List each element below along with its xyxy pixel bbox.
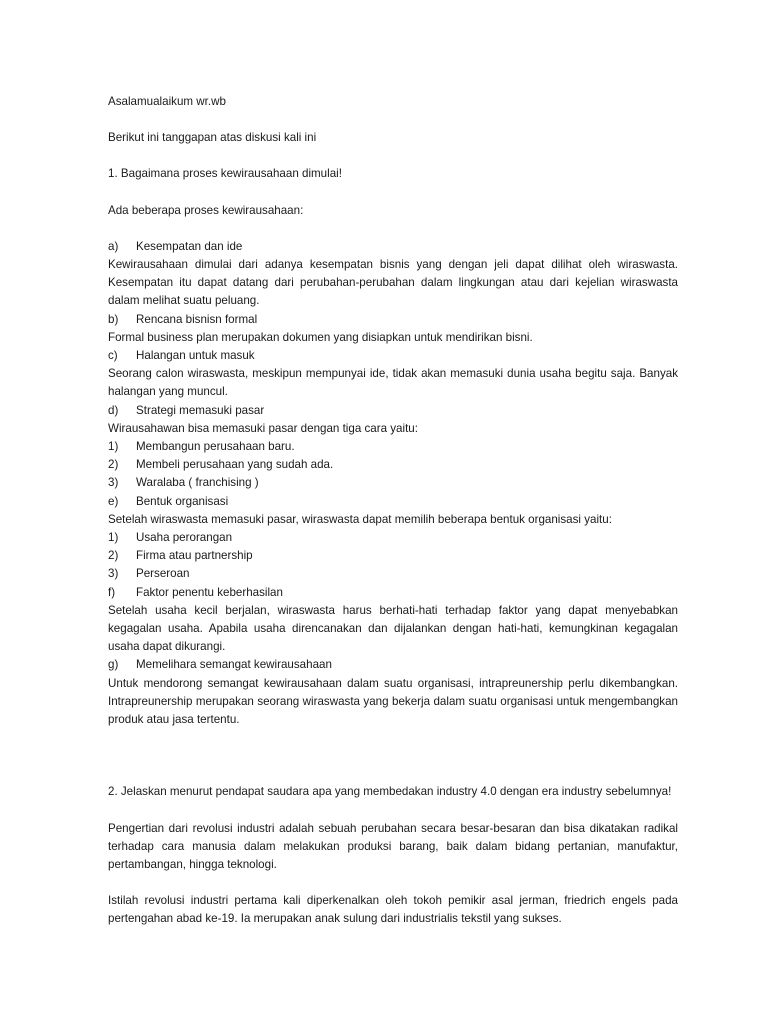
section-marker: f) bbox=[108, 585, 116, 599]
section-text: Untuk mendorong semangat kewirausahaan dalam suatu organisasi, intrapreunership perlu dikembangkan. Intrapreunership merupakan seorang wiraswasta yang bekerja dalam suatu organisasi untuk mengembangkan produk atau jasa tertentu. bbox=[108, 676, 678, 727]
section-heading bbox=[108, 402, 678, 420]
list-item-text: Firma atau partnership bbox=[136, 549, 253, 563]
list-item bbox=[108, 565, 678, 583]
section-marker: e) bbox=[108, 494, 119, 508]
list-item-text: Waralaba ( franchising ) bbox=[136, 476, 259, 490]
answer-paragraph-2: Istilah revolusi industri pertama kali diperkenalkan oleh tokoh pemikir asal jerman, friedrich engels pada pertengahan abad ke-19. Ia merupakan anak sulung dari industrialis tekstil yang sukses. bbox=[108, 894, 678, 926]
question-2: 2. Jelaskan menurut pendapat saudara apa yang membedakan industry 4.0 dengan era industry sebelumnya! bbox=[108, 785, 672, 799]
section-text: Setelah wiraswasta memasuki pasar, wiraswasta dapat memilih beberapa bentuk organisasi yaitu: bbox=[108, 512, 612, 526]
list-item bbox=[108, 474, 678, 492]
section-heading-text: Kesempatan dan ide bbox=[136, 239, 243, 253]
section-heading-text: Halangan untuk masuk bbox=[136, 349, 255, 363]
section-marker: a) bbox=[108, 239, 119, 253]
question-1-intro: Ada beberapa proses kewirausahaan: bbox=[108, 203, 304, 217]
section-marker: g) bbox=[108, 658, 119, 672]
list-marker: 1) bbox=[108, 531, 119, 545]
section-heading-text: Memelihara semangat kewirausahaan bbox=[136, 658, 332, 672]
section-text: Wirausahawan bisa memasuki pasar dengan tiga cara yaitu: bbox=[108, 421, 418, 435]
section-heading bbox=[108, 656, 678, 674]
list-item-text: Membangun perusahaan baru. bbox=[136, 440, 295, 454]
list-marker: 2) bbox=[108, 458, 119, 472]
section-marker: d) bbox=[108, 403, 119, 417]
list-marker: 3) bbox=[108, 476, 119, 490]
list-item-text: Perseroan bbox=[136, 567, 190, 581]
list-marker: 1) bbox=[108, 440, 119, 454]
section-marker: c) bbox=[108, 349, 118, 363]
greeting: Asalamualaikum wr.wb bbox=[108, 95, 226, 108]
document-body bbox=[108, 93, 678, 929]
answer-paragraph-1: Pengertian dari revolusi industri adalah sebuah perubahan secara besar-besaran dan bisa dikatakan radikal terhadap cara manusia dalam melakukan produksi barang, baik dalam bidang pertanian, manufaktur, pertambangan, hingga teknologi. bbox=[108, 821, 678, 871]
section-heading-text: Rencana bisnisn formal bbox=[136, 312, 258, 326]
section-heading bbox=[108, 347, 678, 365]
section-heading bbox=[108, 584, 678, 602]
section-heading bbox=[108, 238, 678, 256]
list-item bbox=[108, 529, 678, 547]
list-item bbox=[108, 456, 678, 474]
section-heading-text: Faktor penentu keberhasilan bbox=[136, 585, 283, 599]
list-item bbox=[108, 438, 678, 456]
section-heading-text: Bentuk organisasi bbox=[136, 494, 229, 508]
question-1: 1. Bagaimana proses kewirausahaan dimulai! bbox=[108, 167, 342, 181]
list-marker: 3) bbox=[108, 567, 119, 581]
list-item-text: Usaha perorangan bbox=[136, 531, 233, 545]
section-heading-text: Strategi memasuki pasar bbox=[136, 403, 265, 417]
section-marker: b) bbox=[108, 312, 119, 326]
process-list bbox=[108, 238, 678, 729]
list-item-text: Membeli perusahaan yang sudah ada. bbox=[136, 458, 334, 472]
section-text: Setelah usaha kecil berjalan, wiraswasta harus berhati-hati terhadap faktor yang dapat menyebabkan kegagalan usaha. Apabila usaha direncanakan dan dijalankan dengan hati-hati, kemungkinan kegagalan usaha dapat dikurangi. bbox=[108, 603, 678, 654]
section-text: Seorang calon wiraswasta, meskipun mempunyai ide, tidak akan memasuki dunia usaha begitu saja. Banyak halangan yang muncul. bbox=[108, 367, 678, 399]
list-item bbox=[108, 547, 678, 565]
section-heading bbox=[108, 493, 678, 511]
list-marker: 2) bbox=[108, 549, 119, 563]
section-heading bbox=[108, 311, 678, 329]
section-text: Formal business plan merupakan dokumen yang disiapkan untuk mendirikan bisni. bbox=[108, 330, 533, 344]
section-text: Kewirausahaan dimulai dari adanya kesempatan bisnis yang dengan jeli dapat dilihat oleh wiraswasta. Kesempatan itu dapat datang dari perubahan-perubahan dalam lingkungan atau dari kejelian wiraswasta dalam melihat suatu peluang. bbox=[108, 258, 678, 308]
intro-line: Berikut ini tanggapan atas diskusi kali ini bbox=[108, 131, 317, 145]
